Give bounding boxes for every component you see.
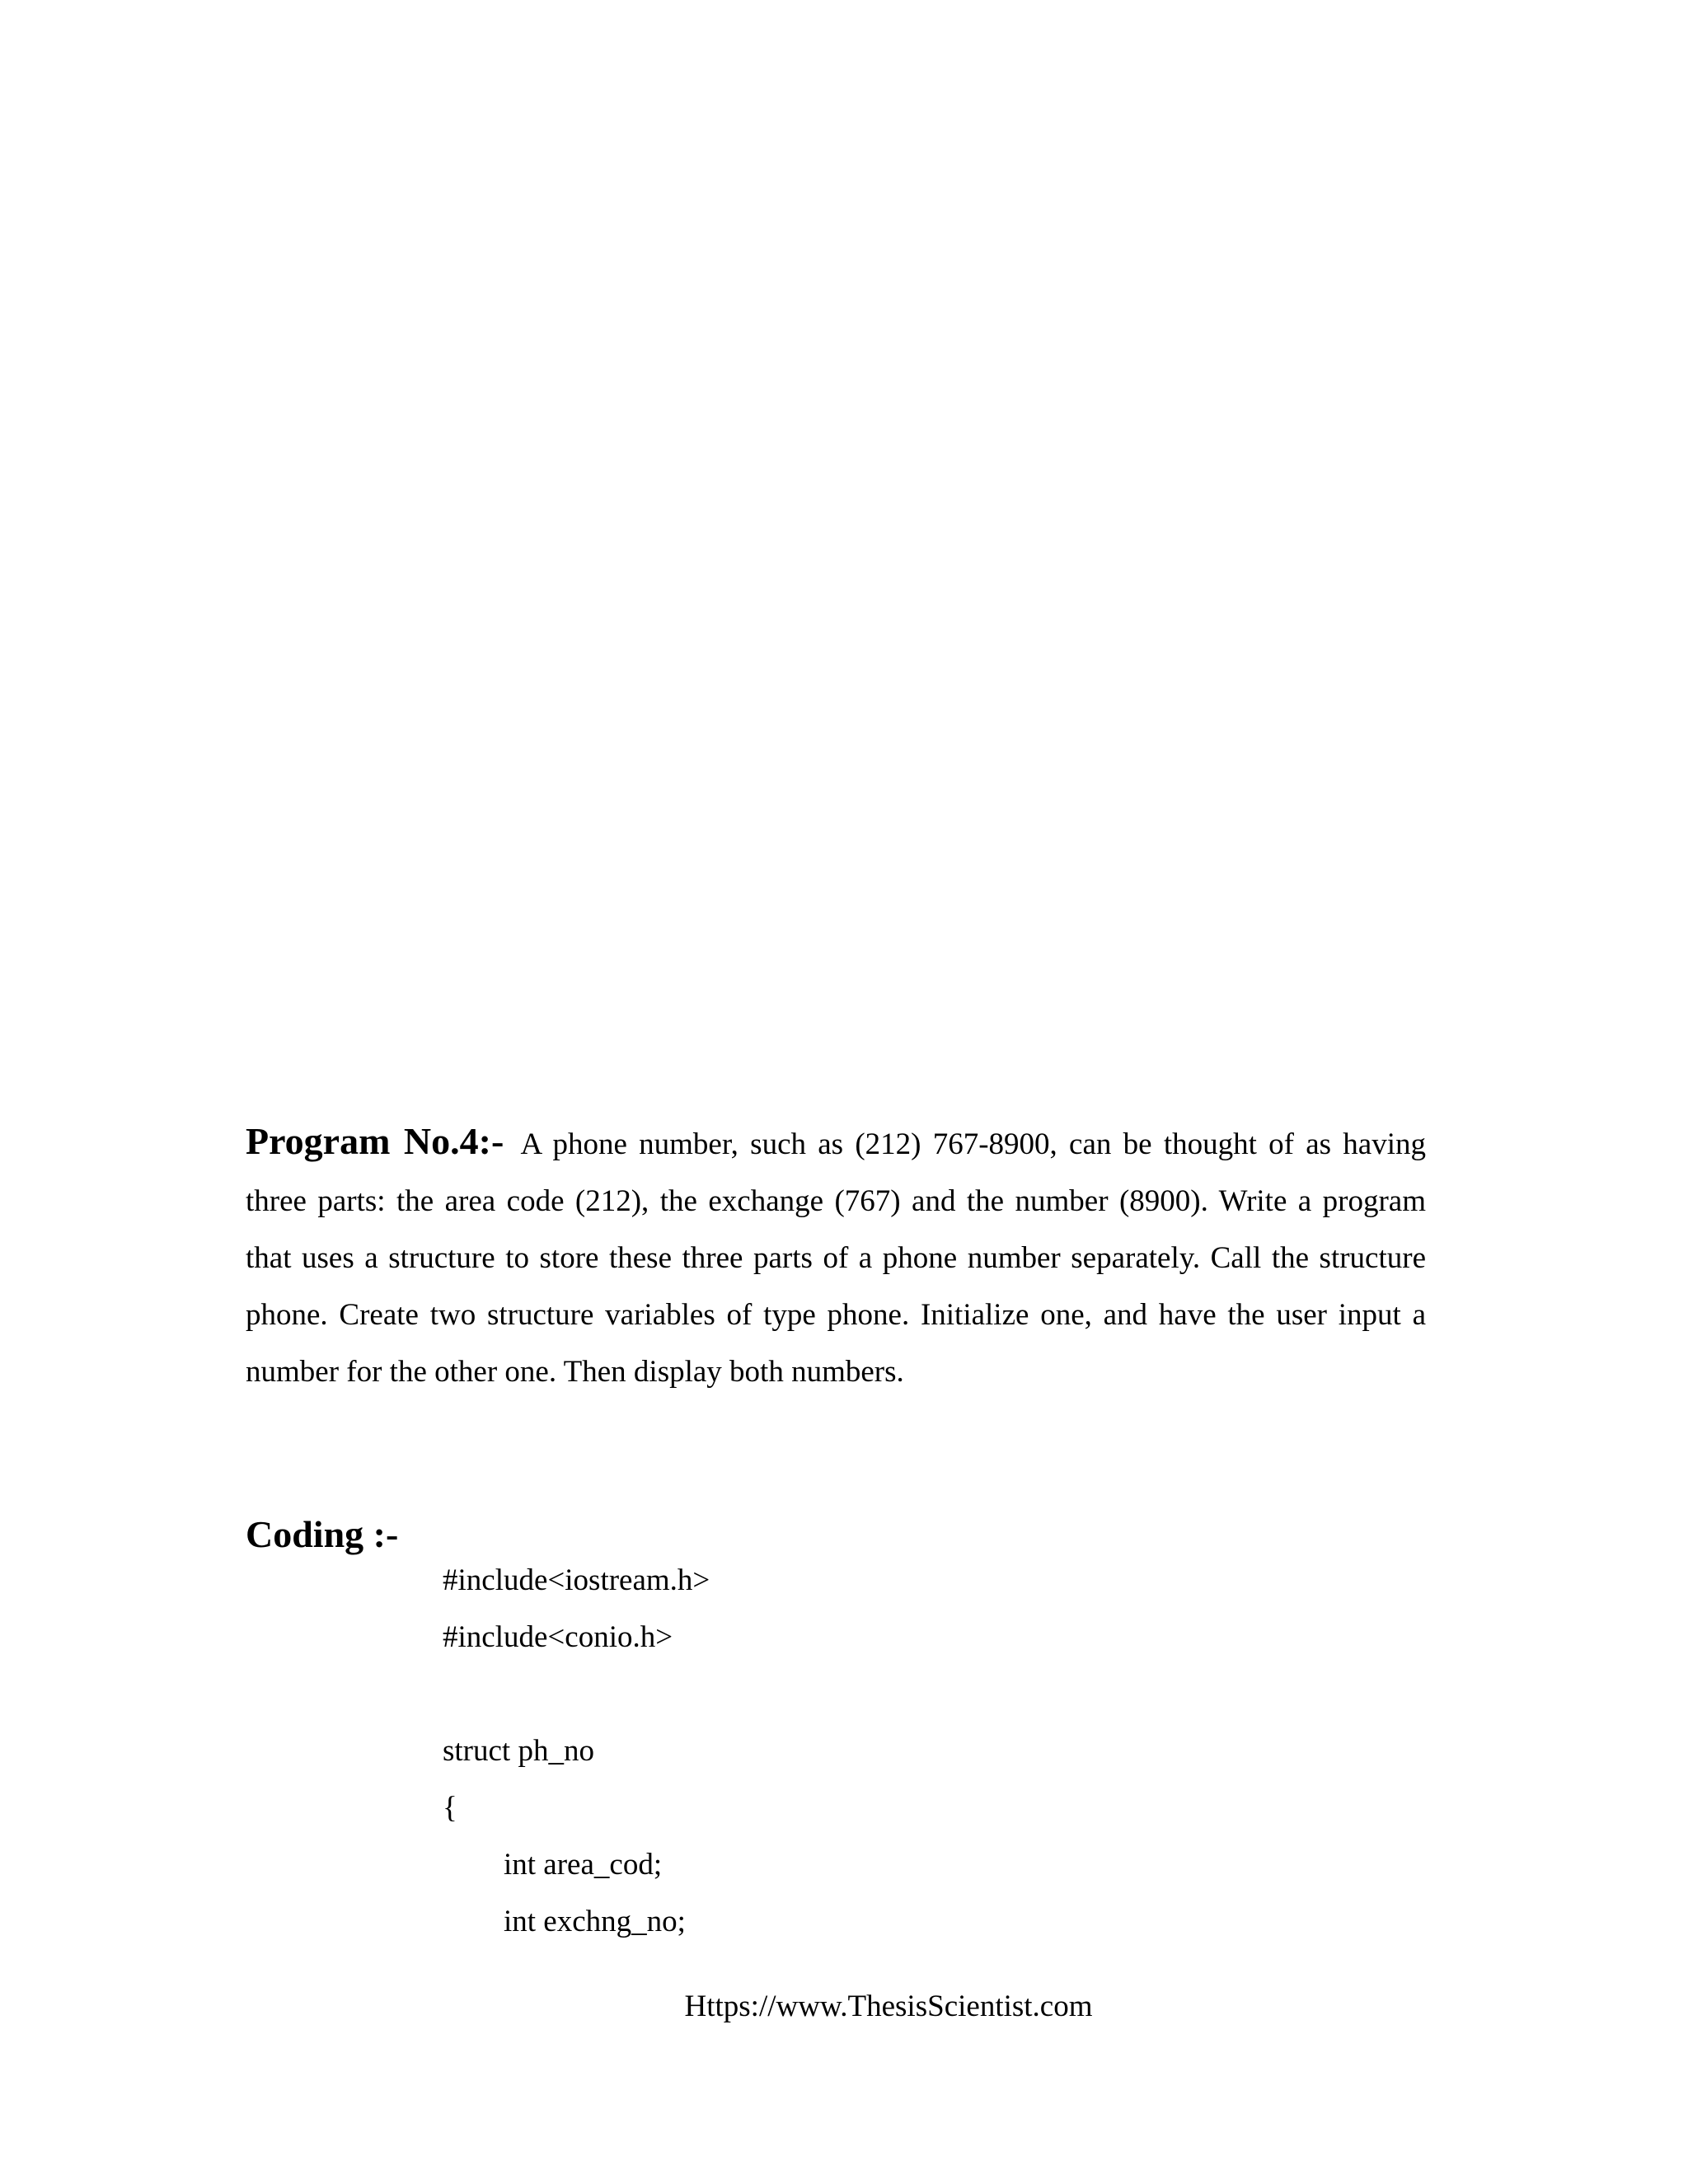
program-heading: Program No.4:-: [246, 1120, 504, 1162]
problem-statement: [246, 1113, 1426, 1400]
code-line: #include<iostream.h>: [443, 1563, 710, 1597]
code-block: [443, 1552, 710, 1950]
code-line: [443, 1666, 710, 1722]
code-line: #include<conio.h>: [443, 1620, 673, 1654]
code-line: int exchng_no;: [443, 1905, 686, 1938]
code-line: int area_cod;: [443, 1848, 663, 1882]
code-line: struct ph_no: [443, 1734, 594, 1768]
coding-heading: Coding :-: [246, 1513, 399, 1555]
code-line: {: [443, 1791, 457, 1825]
problem-text: A phone number, such as (212) 767-8900, can be thought of as having three parts: the area code (212), the exchange (767) and the number (8900). Write a program that uses a structure to store these three parts of a phone number separately. Call the structure phone. Create two structure variables of type phone. Initialize one, and have the user input a number for the other one. Then display both numbers.: [246, 1127, 1427, 1389]
footer-url: Https://www.ThesisScientist.com: [684, 1990, 1093, 2023]
